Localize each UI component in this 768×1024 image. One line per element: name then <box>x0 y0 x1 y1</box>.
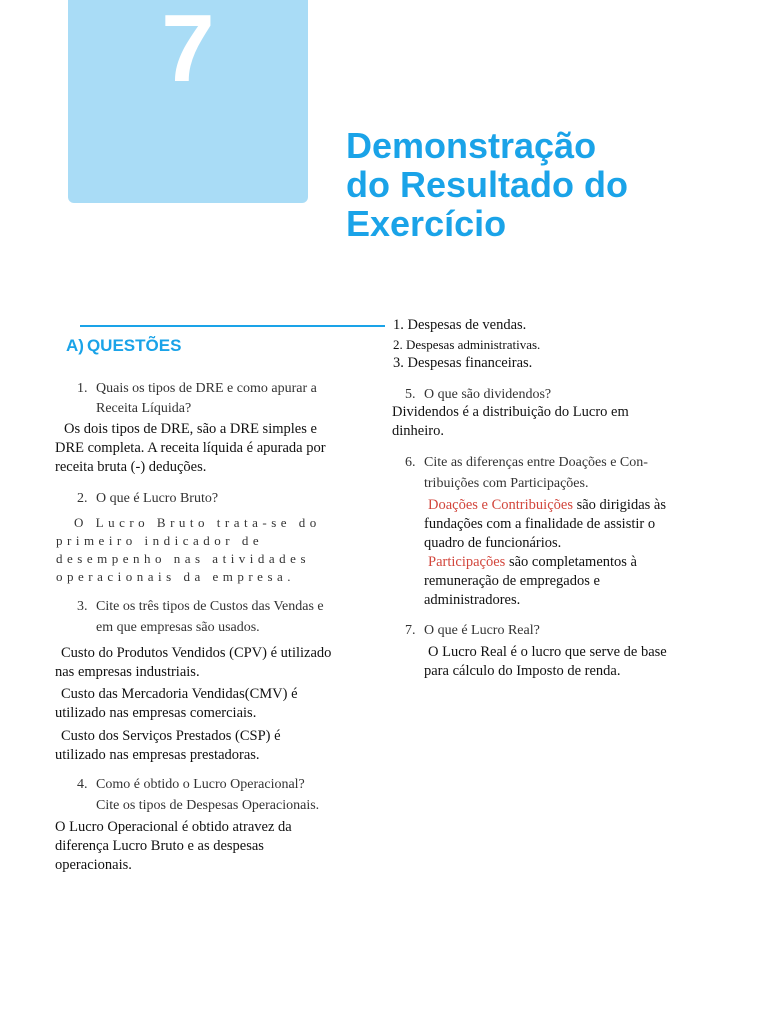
answer-6b-line <box>428 553 637 572</box>
question-1-line: Quais os tipos de DRE e como apurar a <box>96 381 317 396</box>
question-3-line: Cite os três tipos de Custos das Vendas e <box>96 599 324 614</box>
answer-6a-line: quadro de funcionários. <box>424 535 562 551</box>
question-number: 1. <box>77 381 88 396</box>
answer-1-line: Os dois tipos de DRE, são a DRE simples e <box>64 421 317 437</box>
answer-3-line: utilizado nas empresas comerciais. <box>55 705 257 721</box>
answer-4-line: diferença Lucro Bruto e as despesas <box>55 838 264 854</box>
question-3-line: em que empresas são usados. <box>96 620 260 635</box>
answer-1-line: DRE completa. A receita líquida é apurada por <box>55 440 326 456</box>
chapter-title-line: Demonstração <box>346 125 597 166</box>
question-number: 4. <box>77 777 88 792</box>
highlight-text: Doações e Contribuições <box>428 497 573 513</box>
question-number: 2. <box>77 491 88 506</box>
answer-6b-line: remuneração de empregados e <box>424 573 600 589</box>
question-5-line: O que são dividendos? <box>424 387 552 402</box>
answer-3-line: utilizado nas empresas prestadoras. <box>55 747 260 763</box>
expense-list-item: 3. Despesas financeiras. <box>393 355 533 371</box>
question-4-line: Cite os tipos de Despesas Operacionais. <box>96 798 320 813</box>
question-1-line: Receita Líquida? <box>96 401 192 416</box>
answer-6a-line: fundações com a finalidade de assistir o <box>424 516 656 532</box>
question-number: 3. <box>77 599 88 614</box>
section-heading <box>66 336 181 356</box>
answer-3-line: Custo das Mercadoria Vendidas(CMV) é <box>61 686 298 702</box>
question-number: 7. <box>405 623 416 638</box>
answer-2-line: desempenho nas atividades <box>56 551 311 566</box>
answer-1-line: receita bruta (-) deduções. <box>55 459 207 475</box>
question-7-line: O que é Lucro Real? <box>424 623 540 638</box>
question-number: 5. <box>405 387 416 402</box>
answer-2-line: primeiro indicador de <box>56 533 264 548</box>
question-6-line: Cite as diferenças entre Doações e Con- <box>424 455 648 470</box>
answer-3-line: nas empresas industriais. <box>55 664 200 680</box>
question-2-line: O que é Lucro Bruto? <box>96 491 219 506</box>
answer-4-line: operacionais. <box>55 857 132 873</box>
answer-5-line: Dividendos é a distribuição do Lucro em <box>392 404 629 420</box>
question-number: 6. <box>405 455 416 470</box>
expense-list-item: 1. Despesas de vendas. <box>393 317 527 333</box>
answer-6a-line <box>428 496 666 515</box>
expense-list-item: 2. Despesas administrativas. <box>393 337 541 352</box>
answer-7-line: O Lucro Real é o lucro que serve de base <box>428 644 667 660</box>
answer-6b-line: administradores. <box>424 592 521 608</box>
chapter-title-line: do Resultado do <box>346 164 628 205</box>
section-rule <box>80 325 385 327</box>
section-letter: A) <box>66 336 84 355</box>
answer-text: são completamentos à <box>505 554 637 570</box>
chapter-title-line: Exercício <box>346 203 507 244</box>
chapter-number-box <box>68 0 308 203</box>
highlight-text: Participações <box>428 554 506 570</box>
chapter-number: 7 <box>161 0 215 102</box>
answer-2-line: operacionais da empresa. <box>56 569 296 584</box>
question-4-line: Como é obtido o Lucro Operacional? <box>96 777 305 792</box>
answer-2-line: O Lucro Bruto trata-se do <box>74 515 321 530</box>
section-title: QUESTÕES <box>86 336 182 355</box>
question-6-line: tribuições com Participações. <box>424 476 589 491</box>
answer-7-line: para cálculo do Imposto de renda. <box>424 663 621 679</box>
answer-3-line: Custo do Produtos Vendidos (CPV) é utilizado <box>61 645 332 661</box>
chapter-title <box>346 126 628 243</box>
answer-text: são dirigidas às <box>572 497 666 513</box>
answer-3-line: Custo dos Serviços Prestados (CSP) é <box>61 728 281 744</box>
answer-4-line: O Lucro Operacional é obtido atravez da <box>55 819 292 835</box>
answer-5-line: dinheiro. <box>392 423 444 439</box>
